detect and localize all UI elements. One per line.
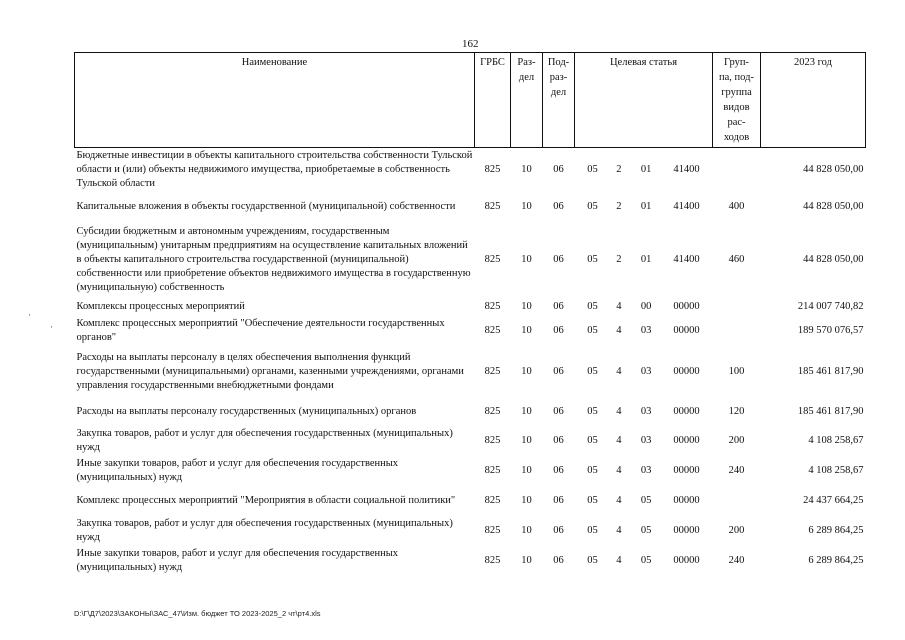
row-celevaya-part-3: 05 (640, 554, 652, 566)
row-celevaya-part-4: 41400 (673, 253, 700, 265)
row-celevaya-part-3: 01 (640, 200, 652, 212)
row-celevaya-part-2: 4 (616, 324, 622, 336)
row-razdel: 10 (521, 464, 532, 476)
row-celevaya-part-2: 4 (616, 434, 622, 446)
row-amount-2023: 185 461 817,90 (797, 405, 864, 417)
row-razdel: 10 (521, 365, 532, 377)
row-grbs: 825 (484, 405, 501, 417)
row-celevaya-part-3: 03 (640, 464, 652, 476)
row-celevaya-statya (575, 298, 713, 316)
row-celevaya-statya (575, 456, 713, 486)
row-razdel: 10 (521, 163, 532, 175)
table-row (75, 486, 866, 516)
header-year: 2023 год (761, 53, 866, 148)
row-grbs: 825 (484, 300, 501, 312)
row-celevaya-part-1: 05 (587, 434, 598, 446)
budget-table (74, 52, 866, 576)
row-celevaya-statya (575, 398, 713, 426)
row-celevaya-part-4: 00000 (673, 365, 700, 377)
row-podrazdel: 06 (553, 494, 564, 506)
row-celevaya-part-4: 00000 (673, 464, 700, 476)
row-celevaya-part-4: 41400 (673, 200, 700, 212)
row-grbs: 825 (484, 200, 501, 212)
row-vid-rashodov: 460 (728, 253, 745, 265)
scan-mark: · (50, 322, 53, 332)
row-celevaya-part-4: 00000 (673, 554, 700, 566)
row-name: Иные закупки товаров, работ и услуг для обеспечения государственных (муниципальных) нужд (76, 457, 399, 483)
row-grbs: 825 (484, 365, 501, 377)
row-celevaya-part-2: 4 (616, 365, 622, 377)
row-vid-rashodov: 400 (728, 200, 745, 212)
row-name: Расходы на выплаты персоналу государственных (муниципальных) органов (76, 405, 417, 417)
row-razdel: 10 (521, 434, 532, 446)
row-celevaya-part-1: 05 (587, 494, 598, 506)
row-celevaya-part-2: 2 (616, 200, 622, 212)
row-celevaya-part-1: 05 (587, 464, 598, 476)
row-podrazdel: 06 (553, 434, 564, 446)
row-razdel: 10 (521, 405, 532, 417)
row-podrazdel: 06 (553, 524, 564, 536)
row-grbs: 825 (484, 554, 501, 566)
row-amount-2023: 6 289 864,25 (808, 524, 864, 536)
row-razdel: 10 (521, 300, 532, 312)
row-name: Комплекс процессных мероприятий "Мероприятия в области социальной политики" (76, 494, 456, 506)
row-celevaya-part-1: 05 (587, 405, 598, 417)
table-row (75, 222, 866, 298)
row-amount-2023: 4 108 258,67 (808, 434, 864, 446)
row-vid-rashodov: 120 (728, 405, 745, 417)
table-row (75, 546, 866, 576)
row-celevaya-part-3: 03 (640, 434, 652, 446)
row-celevaya-part-2: 2 (616, 163, 622, 175)
row-celevaya-part-3: 03 (640, 405, 652, 417)
row-celevaya-part-1: 05 (587, 554, 598, 566)
row-razdel: 10 (521, 200, 532, 212)
header-celevaya-statya: Целевая статья (575, 53, 713, 148)
row-celevaya-part-4: 00000 (673, 405, 700, 417)
row-celevaya-part-2: 2 (616, 253, 622, 265)
table-row (75, 516, 866, 546)
row-celevaya-part-4: 41400 (673, 163, 700, 175)
row-grbs: 825 (484, 464, 501, 476)
row-razdel: 10 (521, 554, 532, 566)
row-celevaya-statya (575, 516, 713, 546)
row-celevaya-part-1: 05 (587, 324, 598, 336)
row-celevaya-statya (575, 148, 713, 192)
row-celevaya-part-3: 05 (640, 494, 652, 506)
row-podrazdel: 06 (553, 163, 564, 175)
footer-file-path: D:\Г\Д7\2023\ЗАКОНЫ\ЗАС_47\Изм. бюджет ТО 2023-2025_2 чт\рт4.xls (74, 609, 321, 618)
row-razdel: 10 (521, 253, 532, 265)
row-celevaya-part-4: 00000 (673, 524, 700, 536)
row-vid-rashodov (713, 298, 761, 316)
row-razdel: 10 (521, 324, 532, 336)
header-name: Наименование (75, 53, 475, 148)
row-grbs: 825 (484, 163, 501, 175)
row-celevaya-part-2: 4 (616, 554, 622, 566)
row-vid-rashodov (713, 316, 761, 346)
row-celevaya-part-3: 05 (640, 524, 652, 536)
header-vid-rashodov: Груп- па, под- группа видов рас- ходов (713, 53, 761, 148)
row-celevaya-part-2: 4 (616, 494, 622, 506)
row-vid-rashodov: 240 (728, 464, 745, 476)
row-celevaya-part-4: 00000 (673, 300, 700, 312)
row-celevaya-part-1: 05 (587, 200, 598, 212)
row-name: Комплекс процессных мероприятий "Обеспечение деятельности государственных органов" (76, 317, 445, 343)
row-celevaya-part-4: 00000 (673, 494, 700, 506)
row-vid-rashodov (713, 148, 761, 192)
row-podrazdel: 06 (553, 464, 564, 476)
row-amount-2023: 214 007 740,82 (797, 300, 864, 312)
table-row (75, 148, 866, 192)
row-celevaya-statya (575, 192, 713, 222)
row-vid-rashodov: 200 (728, 524, 745, 536)
row-name: Капитальные вложения в объекты государственной (муниципальной) собственности (76, 200, 456, 212)
row-amount-2023: 185 461 817,90 (797, 365, 864, 377)
row-celevaya-part-3: 01 (640, 163, 652, 175)
header-grbs: ГРБС (475, 53, 511, 148)
row-amount-2023: 24 437 664,25 (803, 494, 864, 506)
row-grbs: 825 (484, 253, 501, 265)
row-amount-2023: 44 828 050,00 (803, 253, 864, 265)
table-row (75, 192, 866, 222)
row-celevaya-part-3: 03 (640, 365, 652, 377)
row-celevaya-statya (575, 546, 713, 576)
row-celevaya-statya (575, 222, 713, 298)
header-podrazdel: Под- раз- дел (543, 53, 575, 148)
row-vid-rashodov: 100 (728, 365, 745, 377)
row-name: Закупка товаров, работ и услуг для обеспечения государственных (муниципальных) нужд (76, 427, 453, 453)
page-number: 162 (462, 38, 479, 50)
row-celevaya-part-1: 05 (587, 524, 598, 536)
row-podrazdel: 06 (553, 554, 564, 566)
row-podrazdel: 06 (553, 405, 564, 417)
row-celevaya-part-1: 05 (587, 253, 598, 265)
row-celevaya-part-2: 4 (616, 464, 622, 476)
row-celevaya-part-4: 00000 (673, 434, 700, 446)
table-header-row (75, 53, 866, 148)
row-amount-2023: 4 108 258,67 (808, 464, 864, 476)
row-celevaya-part-4: 00000 (673, 324, 700, 336)
row-amount-2023: 189 570 076,57 (797, 324, 864, 336)
row-name: Субсидии бюджетным и автономным учреждениям, государственным (муниципальным) унитарным предприятиям на осуществление капитальных вложений в объекты капитального строительства государственной (муниципальной) собственности или приобретение объектов недвижимого имущества в государственную (муниципальную) собственность (76, 225, 471, 293)
row-podrazdel: 06 (553, 200, 564, 212)
row-celevaya-statya (575, 426, 713, 456)
table-row (75, 398, 866, 426)
scan-mark: · (28, 310, 31, 320)
row-grbs: 825 (484, 524, 501, 536)
row-celevaya-part-3: 03 (640, 324, 652, 336)
row-celevaya-part-2: 4 (616, 300, 622, 312)
row-razdel: 10 (521, 524, 532, 536)
row-celevaya-statya (575, 486, 713, 516)
row-celevaya-part-1: 05 (587, 365, 598, 377)
row-razdel: 10 (521, 494, 532, 506)
row-amount-2023: 44 828 050,00 (803, 200, 864, 212)
row-podrazdel: 06 (553, 300, 564, 312)
row-vid-rashodov (713, 486, 761, 516)
table-row (75, 426, 866, 456)
row-vid-rashodov: 240 (728, 554, 745, 566)
row-grbs: 825 (484, 494, 501, 506)
row-celevaya-statya (575, 346, 713, 398)
row-celevaya-part-3: 00 (640, 300, 652, 312)
table-row (75, 298, 866, 316)
row-name: Расходы на выплаты персоналу в целях обеспечения выполнения функций государственными (муниципальными) органами, казенными учреждениями, органами управления государственными внебюджетными фондами (76, 351, 464, 391)
row-celevaya-part-2: 4 (616, 524, 622, 536)
row-vid-rashodov: 200 (728, 434, 745, 446)
row-celevaya-part-1: 05 (587, 163, 598, 175)
row-podrazdel: 06 (553, 324, 564, 336)
row-grbs: 825 (484, 324, 501, 336)
header-razdel: Раз- дел (511, 53, 543, 148)
table-row (75, 346, 866, 398)
row-celevaya-part-2: 4 (616, 405, 622, 417)
row-podrazdel: 06 (553, 365, 564, 377)
row-amount-2023: 44 828 050,00 (803, 163, 864, 175)
table-row (75, 316, 866, 346)
row-name: Бюджетные инвестиции в объекты капитального строительства собственности Тульской области и (или) объекты недвижимого имущества, приобретаемые в собственность Тульской области (76, 149, 473, 189)
row-celevaya-part-3: 01 (640, 253, 652, 265)
table-row (75, 456, 866, 486)
row-name: Иные закупки товаров, работ и услуг для обеспечения государственных (муниципальных) нужд (76, 547, 399, 573)
row-amount-2023: 6 289 864,25 (808, 554, 864, 566)
row-grbs: 825 (484, 434, 501, 446)
row-celevaya-part-1: 05 (587, 300, 598, 312)
row-name: Закупка товаров, работ и услуг для обеспечения государственных (муниципальных) нужд (76, 517, 453, 543)
row-name: Комплексы процессных мероприятий (76, 300, 245, 312)
row-podrazdel: 06 (553, 253, 564, 265)
row-celevaya-statya (575, 316, 713, 346)
